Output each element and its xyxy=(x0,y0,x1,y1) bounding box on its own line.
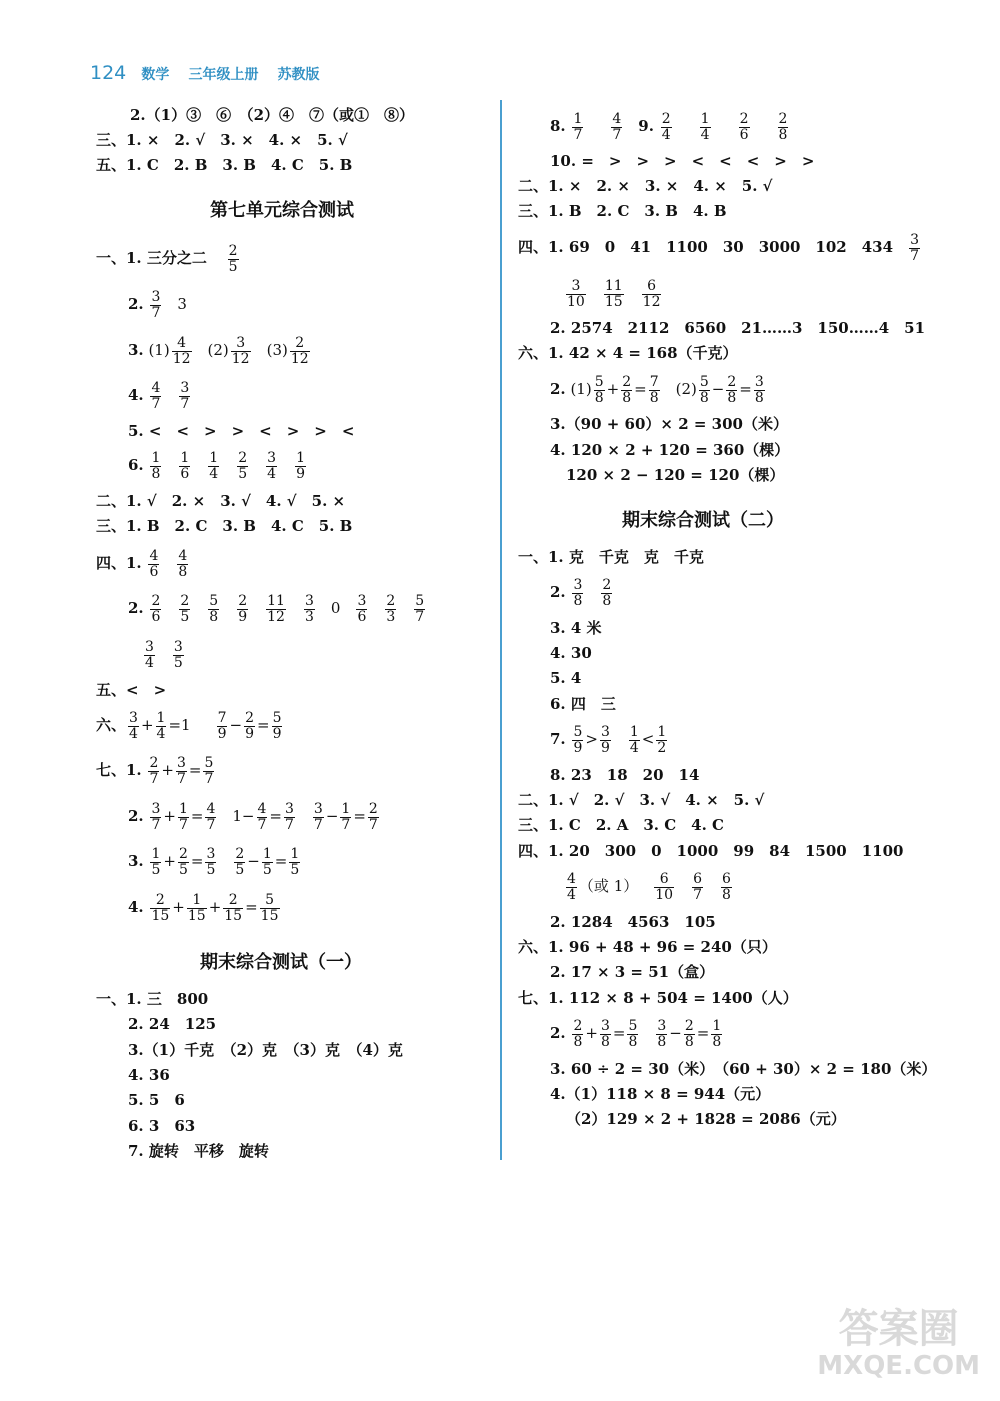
answer-line: 6. 四 三 xyxy=(550,695,616,713)
answer-line: 5. 4 xyxy=(550,669,582,687)
answer-line: 2. 1284 4563 105 xyxy=(550,913,716,931)
answer-line: 2. $\frac{3}{7}$ 3 xyxy=(128,288,187,321)
answer-line: 3.（90 + 60）× 2 = 300（米） xyxy=(550,415,788,433)
answer-line: 3. 60 ÷ 2 = 30（米） （60 + 30）× 2 = 180（米） xyxy=(550,1060,937,1078)
answer-line: 2.（1）③ ⑥ （2）④ ⑦（或① ⑧） xyxy=(130,106,415,124)
answer-line: 一、1. 三 800 xyxy=(96,990,209,1008)
page-number: 124 xyxy=(90,62,127,84)
answer-line: 3. (1) $\frac{4}{12}$ (2) $\frac{3}{12}$ (3) $\frac{2}{12}$ xyxy=(128,334,309,367)
answer-line: 3. 4 米 xyxy=(550,619,602,637)
answer-line: 三、1. B 2. C 3. B 4. B xyxy=(518,202,727,220)
answer-line: 8. $\frac{1}{7}$ $\frac{4}{7}$ 9. $\frac{2}{4}$ $\frac{1}{4}$ $\frac{2}{6}$ $\frac{2}{8}$ xyxy=(550,110,788,143)
answer-line: 一、1. 克 千克 克 千克 xyxy=(518,548,704,566)
answer-line: 120 × 2 − 120 = 120（棵） xyxy=(566,466,785,484)
answer-line: 六、1. 42 × 4 = 168（千克） xyxy=(518,344,738,362)
answer-line: 4. $\frac{4}{7}$ $\frac{3}{7}$ xyxy=(128,379,190,412)
answer-line: 三、1. × 2. √ 3. × 4. × 5. √ xyxy=(96,131,348,149)
section-title: 第七单元综合测试 xyxy=(210,200,354,221)
answer-line: 二、1. √ 2. × 3. √ 4. √ 5. × xyxy=(96,492,346,510)
answer-line: 2. $\frac{3}{7}$ + $\frac{1}{7}$ = $\frac{4}{7}$ 1− $\frac{4}{7}$ = $\frac{3}{7}$ $\frac{3}{7}$ − $\frac{1}{7}$ = $\frac{2}{7}$ xyxy=(128,800,378,833)
grade-label: 三年级上册 xyxy=(188,67,259,83)
answer-line: （2）129 × 2 + 1828 = 2086（元） xyxy=(566,1110,846,1128)
answer-line: 四、1. $\frac{4}{6}$ $\frac{4}{8}$ xyxy=(96,547,188,580)
answer-line: 2. 2574 2112 6560 21……3 150……4 51 xyxy=(550,319,926,337)
page-header xyxy=(90,62,334,84)
answer-line: 六、 $\frac{3}{4}$ + $\frac{1}{4}$ =1 $\frac{7}{9}$ − $\frac{2}{9}$ = $\frac{5}{9}$ xyxy=(96,709,282,742)
answer-line: 二、1. × 2. × 3. × 4. × 5. √ xyxy=(518,177,773,195)
watermark-logo: 答案圈 MXQE.COM xyxy=(817,1306,980,1381)
answer-line: 五、1. C 2. B 3. B 4. C 5. B xyxy=(96,156,353,174)
answer-line: $\frac{3}{10}$ $\frac{11}{15}$ $\frac{6}{12}$ xyxy=(567,277,661,310)
answer-line: 10. = > > > < < < > > xyxy=(550,152,815,170)
answer-line: 2. 17 × 3 = 51（盒） xyxy=(550,963,715,981)
answer-line: 七、1. $\frac{2}{7}$ + $\frac{3}{7}$ = $\frac{5}{7}$ xyxy=(96,754,214,787)
answer-line: 6. $\frac{1}{8}$ $\frac{1}{6}$ $\frac{1}{4}$ $\frac{2}{5}$ $\frac{3}{4}$ $\frac{1}{9}$ xyxy=(128,449,305,482)
answer-line: 三、1. C 2. A 3. C 4. C xyxy=(518,816,724,834)
edition-label: 苏教版 xyxy=(277,67,320,83)
section-title: 期末综合测试（一） xyxy=(200,952,362,973)
answer-line: 8. 23 18 20 14 xyxy=(550,766,700,784)
answer-line: $\frac{4}{4}$ （或 1） $\frac{6}{10}$ $\frac{6}{7}$ $\frac{6}{8}$ xyxy=(567,870,731,903)
answer-line: 4. 30 xyxy=(550,644,592,662)
answer-line: 2. $\frac{2}{6}$ $\frac{2}{5}$ $\frac{5}{8}$ $\frac{2}{9}$ $\frac{11}{12}$ $\frac{3}{3}$ 0 $\frac{3}{6}$ $\frac{2}{3}$ $\frac{5}{7}$ xyxy=(128,592,425,625)
section-title: 期末综合测试（二） xyxy=(622,510,784,531)
answer-line: 四、1. 69 0 41 1100 30 3000 102 434 $\frac{3}{7}$ xyxy=(518,231,919,264)
answer-line: 3. $\frac{1}{5}$ + $\frac{2}{5}$ = $\frac{3}{5}$ $\frac{2}{5}$ − $\frac{1}{5}$ = $\frac{1}{5}$ xyxy=(128,845,300,878)
answer-line: 3.（1）千克 （2）克 （3）克 （4）克 xyxy=(128,1041,403,1059)
answer-line: 三、1. B 2. C 3. B 4. C 5. B xyxy=(96,517,353,535)
answer-line: 4. $\frac{2}{15}$ + $\frac{1}{15}$ + $\frac{2}{15}$ = $\frac{5}{15}$ xyxy=(128,891,279,924)
subject-label: 数学 xyxy=(141,67,170,83)
answer-line: 2. $\frac{2}{8}$ + $\frac{3}{8}$ = $\frac{5}{8}$ $\frac{3}{8}$ − $\frac{2}{8}$ = $\frac{1}{8}$ xyxy=(550,1017,722,1050)
answer-line: 六、1. 96 + 48 + 96 = 240（只） xyxy=(518,938,777,956)
answer-line: 五、< > xyxy=(96,681,167,699)
answer-line: 5. 5 6 xyxy=(128,1091,185,1109)
answer-line: 二、1. √ 2. √ 3. √ 4. × 5. √ xyxy=(518,791,765,809)
answer-line: 5. < < > > < > > < xyxy=(128,422,355,440)
answer-line: $\frac{3}{4}$ $\frac{3}{5}$ xyxy=(145,638,183,671)
answer-line: 七、1. 112 × 8 + 504 = 1400（人） xyxy=(518,989,798,1007)
column-divider xyxy=(500,100,502,1160)
answer-line: 2. 24 125 xyxy=(128,1015,217,1033)
answer-line: 一、1. 三分之二 $\frac{2}{5}$ xyxy=(96,242,238,275)
answer-line: 4.（1）118 × 8 = 944（元） xyxy=(550,1085,771,1103)
answer-line: 4. 36 xyxy=(128,1066,170,1084)
answer-line: 7. $\frac{5}{9}$ > $\frac{3}{9}$ $\frac{1}{4}$ < $\frac{1}{2}$ xyxy=(550,723,667,756)
answer-line: 2. (1) $\frac{5}{8}$ + $\frac{2}{8}$ = $\frac{7}{8}$ (2) $\frac{5}{8}$ − $\frac{2}{8}$ = $\frac{3}{8}$ xyxy=(550,373,764,406)
answer-line: 6. 3 63 xyxy=(128,1117,196,1135)
answer-line: 2. $\frac{3}{8}$ $\frac{2}{8}$ xyxy=(550,576,612,609)
answer-line: 4. 120 × 2 + 120 = 360（棵） xyxy=(550,441,790,459)
answer-line: 四、1. 20 300 0 1000 99 84 1500 1100 xyxy=(518,842,904,860)
answer-line: 7. 旋转 平移 旋转 xyxy=(128,1142,269,1160)
